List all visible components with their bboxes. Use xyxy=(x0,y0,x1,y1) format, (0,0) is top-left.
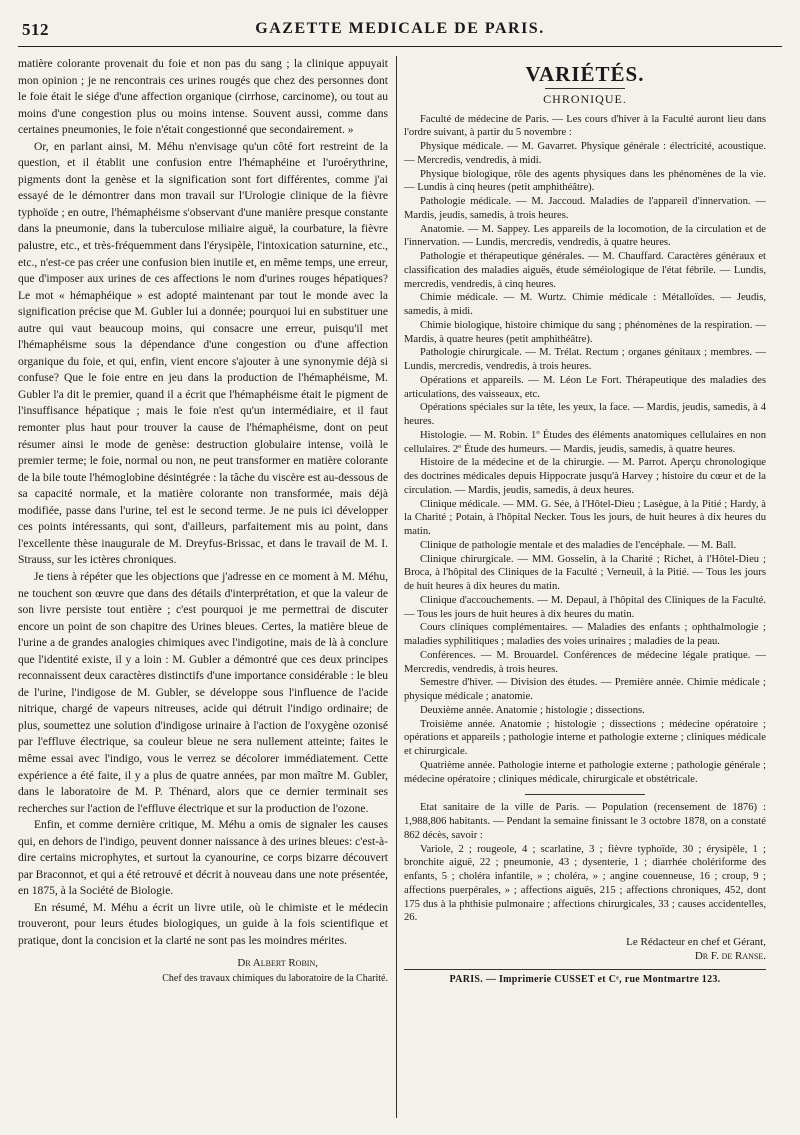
section-title: VARIÉTÉS. xyxy=(525,62,645,86)
course-item: Clinique médicale. — MM. G. Sée, à l'Hôtel-Dieu ; Lasègue, à la Pitié ; Hardy, à la Charité ; Potain, à l'hôpital Necker. Tous les jours, de huit heures à dix heures du matin. xyxy=(404,498,766,537)
editor-name: Dr F. de Ranse. xyxy=(694,950,766,962)
page-number: 512 xyxy=(22,20,49,39)
faculte-intro: Faculté de médecine de Paris. — Les cours d'hiver à la Faculté auront lieu dans l'ordre suivant, à partir du 5 novembre : xyxy=(404,113,766,139)
right-column xyxy=(404,56,766,987)
printer-line: PARIS. — Imprimerie CUSSET et Cᵉ, rue Montmartre 123. xyxy=(404,969,766,987)
course-item: Semestre d'hiver. — Division des études. — Première année. Chimie médicale ; physique médicale ; anatomie. xyxy=(404,677,766,702)
editor-signature xyxy=(404,935,766,963)
paragraph: En résumé, M. Méhu a écrit un livre utile, où le chimiste et le médecin trouveront, pour leurs études biologiques, un guide à la fois scientifique et pratique, dont la concision et la clarté ne sont pas les moindres mérites. xyxy=(18,901,388,947)
course-item: Conférences. — M. Brouardel. Conférences de médecine légale pratique. — Mercredis, vendredis, à trois heures. xyxy=(404,649,766,675)
course-item: Histologie. — M. Robin. 1º Études des éléments anatomiques cellulaires en non cellulaires. 2º Étude des humeurs. — Mardis, jeudis, samedis, à quatre heures. xyxy=(404,429,766,455)
course-item: Pathologie et thérapeutique générales. — M. Chauffard. Caractères généraux et classification des maladies aiguës, étude séméiologique de l'état fébrile. — Lundis, mercredis, vendredis, à cinq heures. xyxy=(404,251,766,290)
course-item: Troisième année. Anatomie ; histologie ; dissections ; médecine opératoire ; opérations et appareils ; pathologie interne et pathologie externe ; cliniques médicale et chirurgicale. xyxy=(404,718,766,757)
course-item: Physique biologique, rôle des agents physiques dans les phénomènes de la vie. — Lundis à cinq heures (petit amphithéâtre). xyxy=(404,168,766,194)
course-item: Clinique de pathologie mentale et des maladies de l'encéphale. — M. Ball. xyxy=(420,539,737,551)
course-item: Histoire de la médecine et de la chirurgie. — M. Parrot. Aperçu chronologique des doctrines médicales depuis Hippocrate jusqu'à Harvey ; histoire du cœur et de la circulation. — Mardis, jeudis, samedis, à deux heures. xyxy=(404,457,766,496)
paragraph: matière colorante provenait du foie et non pas du sang ; la clinique appuyait mon opinion ; je ne rencontrais ces urines rougés que chez des personnes dont le foie était le siége d'une affection organique (cirrhose, carcinome), ou tout au moins d'une congestion plus ou moins intense. Souvent aussi, comme dans certaines pneumonies, le foie n'était congestionné que secondairement. » xyxy=(18,58,388,137)
paragraph: Enfin, et comme dernière critique, M. Méhu a omis de signaler les causes qui, en dehors de l'indigo, peuvent donner naissance à des urines bleues: c'est-à-dire certains microphytes, et surtout la cyanourine, ce corps bizarre découvert par Braconnot, et qui a été retrouvé et décrit à nouveau dans une note présentée, en 1875, à la Société de Biologie. xyxy=(18,819,388,898)
course-item: Clinique chirurgicale. — MM. Gosselin, à la Charité ; Richet, à l'Hôtel-Dieu ; Broca, à l'hôpital des Cliniques de la Faculté ; Verneuil, à la Pitié. — Tous les jours de huit heures à dix heures du matin. xyxy=(404,553,766,592)
header-rule xyxy=(18,46,782,47)
course-item: Deuxième année. Anatomie ; histologie ; dissections. xyxy=(420,704,645,716)
course-item: Pathologie médicale. — M. Jaccoud. Maladies de l'appareil d'innervation. — Mardis, jeudis, samedis, à trois heures. xyxy=(404,196,766,221)
course-item: Pathologie chirurgicale. — M. Trélat. Rectum ; organes génitaux ; membres. — Lundis, mercredis, vendredis, à trois heures. xyxy=(404,347,766,372)
course-item: Cours cliniques complémentaires. — Maladies des enfants ; ophthalmologie ; maladies syphilitiques ; maladies des voies urinaires ; maladies de la peau. xyxy=(404,622,766,647)
editor-role: Le Rédacteur en chef et Gérant, xyxy=(626,936,766,948)
journal-title: GAZETTE MEDICALE DE PARIS. xyxy=(255,20,545,37)
course-item: Anatomie. — M. Sappey. Les appareils de la locomotion, de la circulation et de l'innervation. — Lundis, mercredis, vendredis, à quatre heures. xyxy=(404,223,766,249)
author-name: Dr Albert Robin, xyxy=(237,956,318,969)
column-divider xyxy=(396,56,397,1118)
author-title: Chef des travaux chimiques du laboratoire de la Charité. xyxy=(162,972,388,984)
paragraph: Or, en parlant ainsi, M. Méhu n'envisage qu'un côté fort restreint de la question, et il établit une confusion entre l'hémaphéine et l'uroérythrine, pigments dont la genèse et la signification sont fort différentes, comme j'ai essayé de le démontrer dans mon travail sur l'Urologie clinique de la fièvre typhoïde ; en outre, l'hémaphéisme s'observant d'une manière presque constante dans la pneumonie, dans la tuberculose miliaire aiguë, la courbature, la fièvre palustre, etc., et très-fréquemment dans l'érysipèle, l'intoxication saturnine, etc., etc., n'est-ce pas créer une confusion bien inutile et, en même temps, une erreur, que d'imposer aux urines de ces affections le nom d'urines rouges hépatiques? Le mot « hémaphéique » est adopté maintenant par tout le monde avec la signification précise que M. Gubler lui a donnée; pourquoi lui en substituer une autre qui vaut beaucoup moins, qui consacre une erreur, puisqu'il met l'hémaphéisme sous la dépendance d'une congestion ou d'une affection organique du foie, et qui, enfin, vient encore s'ajouter à une synonymie déjà si confuse? Que le foie entre en jeu dans la production de l'hémaphéisme, M. Gubler l'a dit le premier, quand il a écrit que l'hémaphéisme était le pigment de l'insuffisance hépatique ; mais le foie n'est qu'un intermédiaire, et il faut remonter plus haut pour trouver la cause de l'hémaphéisme, dont on peut résumer ainsi le mode de genèse: destruction globulaire intense, voilà le premier terme; le foie, normal ou non, ne peut transformer en matière colorante de la bile toute l'hémoglobine désintégrée : la tâche du viscère est au-dessous de sa capacité normale, et la matière colorante non transformée, mais déjà modifiée, passe dans l'urine, tel est le second terme. Je ne puis ici développer ces points intéressants, qui sont, d'ailleurs, parfaitement mis au point, dans l'excellente thèse inaugurale de M. Dreyfus-Brissac, et dans le travail de M. I. Strauss, sur les ictères chroniques. xyxy=(18,140,388,567)
course-item: Chimie médicale. — M. Wurtz. Chimie médicale : Métalloïdes. — Jeudis, samedis, à midi. xyxy=(404,292,766,317)
paragraph: Je tiens à répéter que les objections que j'adresse en ce moment à M. Méhu, ne touchent son œuvre que dans des détails d'interprétation, et que la valeur de son livre persiste tout entière ; c'est pourquoi je me permettrai de discuter encore un point de son chapitre des Urines bleues. Certes, la matière bleue de l'urine a de grandes analogies chimiques avec l'indigotine, mais de là à conclure que l'identité existe, il y a loin : M. Gubler a démontré que ces deux principes reconnaissent deux caractères distinctifs d'une importance considérable : le bleu de l'urine, l'indigose de M. Gubler, se développe sous l'influence de l'acide nitrique, chargé de vapeurs nitreuses, acide qui détruit l'indigo ordinaire; de plus, soumettez une solution d'indigose urinaire à l'action de l'oxygène ozonisé par l'effluve électrique, sa couleur bleue ne sera nullement atteinte; faites le même essai avec l'indigo, vous le verrez se décolorer immédiatement. Cette expérience a été faite, il y a plus de quatre années, par mon maître M. Gubler, dans le laboratoire de M. P. Thénard, alors que ce dernier terminait ses recherches sur l'action de l'effluve électrique et sur la production de l'ozone. xyxy=(18,570,388,815)
subsection-title: CHRONIQUE. xyxy=(543,91,627,106)
course-item: Chimie biologique, histoire chimique du sang ; phénomènes de la respiration. — Mardis, à quatre heures (petit amphithéâtre). xyxy=(404,319,766,345)
separator-rule xyxy=(525,794,645,795)
signature xyxy=(18,956,388,986)
course-item: Quatrième année. Pathologie interne et pathologie externe ; pathologie générale ; médecine opératoire ; cliniques médicale, chirurgicale et obstétricale. xyxy=(404,759,766,785)
left-column xyxy=(18,56,388,986)
course-item: Physique médicale. — M. Gavarret. Physique générale : électricité, acoustique. — Mercredis, vendredis, à midi. xyxy=(404,141,766,166)
section-rule xyxy=(545,88,625,89)
course-item: Opérations spéciales sur la tête, les yeux, la face. — Mardis, jeudis, samedis, à 4 heures. xyxy=(404,402,766,427)
course-item: Opérations et appareils. — M. Léon Le Fort. Thérapeutique des maladies des articulations, des vaisseaux, etc. xyxy=(404,374,766,400)
death-statistics: Variole, 2 ; rougeole, 4 ; scarlatine, 3 ; fièvre typhoïde, 30 ; érysipèle, 1 ; bronchite aiguë, 22 ; pneumonie, 43 ; dysenterie, 1 ; diarrhée cholériforme des enfants, 5 ; choléra infantile, » ; choléra, » ; angine couenneuse, 16 ; croup, 9 ; affections puerpérales, » ; affections aiguës, 215 ; affections chroniques, 452, dont 175 dus à la phthisie pulmonaire ; affections chirurgicales, 33 ; causes accidentelles, 26. xyxy=(404,843,766,924)
course-item: Clinique d'accouchements. — M. Depaul, à l'hôpital des Cliniques de la Faculté. — Tous les jours de huit heures à dix heures du matin. xyxy=(404,594,766,620)
page-header xyxy=(22,20,778,42)
etat-sanitaire: Etat sanitaire de la ville de Paris. — Population (recensement de 1876) : 1,988,806 habitants. — Pendant la semaine finissant le 3 octobre 1878, on a constaté 862 décès, savoir : xyxy=(404,802,766,841)
